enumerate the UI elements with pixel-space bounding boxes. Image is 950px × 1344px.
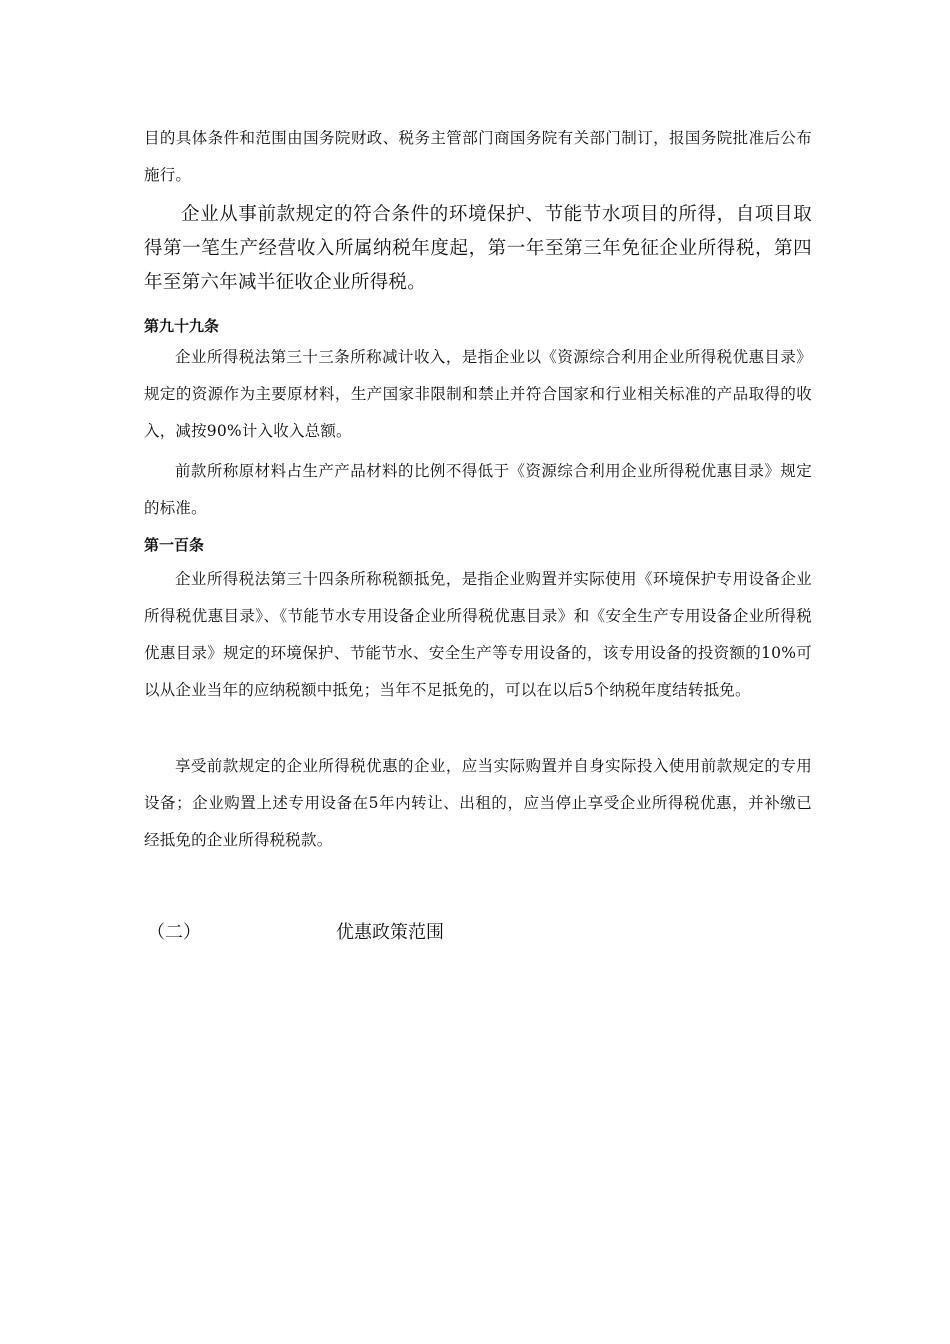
paragraph-material-ratio: [144, 453, 812, 527]
article-heading-99: [144, 315, 812, 337]
paragraph-equipment-use: [144, 748, 812, 859]
article-heading-100: [144, 534, 812, 556]
paragraph-text: 企业所得税法第三十四条所称税额抵免，是指企业购置并实际使用《环境保护专用设备企业所得税优惠目录》、《节能节水专用设备企业所得税优惠目录》和《安全生产专用设备企业所得税优惠目录》规定的环境保护、节能节水、安全生产等专用设备的，该专用设备的投资额的10%可以从企业当年的应纳税额中抵免；当年不足抵免的，可以在以后5个纳税年度结转抵免。: [144, 570, 812, 699]
paragraph-text: 目的具体条件和范围由国务院财政、税务主管部门商国务院有关部门制订，报国务院批准后公布施行。: [144, 129, 812, 184]
paragraph-text: 企业从事前款规定的符合条件的环境保护、节能节水项目的所得，自项目取得第一笔生产经营收入所属纳税年度起，第一年至第三年免征企业所得税，第四年至第六年减半征收企业所得税。: [144, 204, 812, 293]
section-heading: [0, 918, 950, 946]
section-title: 优惠政策范围: [336, 922, 444, 943]
paragraph-tax-credit: [144, 561, 812, 709]
paragraph-continuation: [144, 120, 812, 194]
paragraph-text: 企业所得税法第三十三条所称减计收入，是指企业以《资源综合利用企业所得税优惠目录》规定的资源作为主要原材料，生产国家非限制和禁止并符合国家和行业相关标准的产品取得的收入，减按90%计入收入总额。: [144, 348, 812, 440]
paragraph-reduced-income: [144, 339, 812, 450]
article-title: 第九十九条: [144, 317, 220, 335]
paragraph-text: 享受前款规定的企业所得税优惠的企业，应当实际购置并自身实际投入使用前款规定的专用设备；企业购置上述专用设备在5年内转让、出租的，应当停止享受企业所得税优惠，并补缴已经抵免的企业所得税税款。: [144, 757, 812, 849]
article-title: 第一百条: [144, 536, 205, 554]
paragraph-text: 前款所称原材料占生产产品材料的比例不得低于《资源综合利用企业所得税优惠目录》规定的标准。: [144, 462, 812, 517]
paragraph-project-income: [144, 198, 812, 300]
section-number: （二）: [147, 922, 201, 943]
